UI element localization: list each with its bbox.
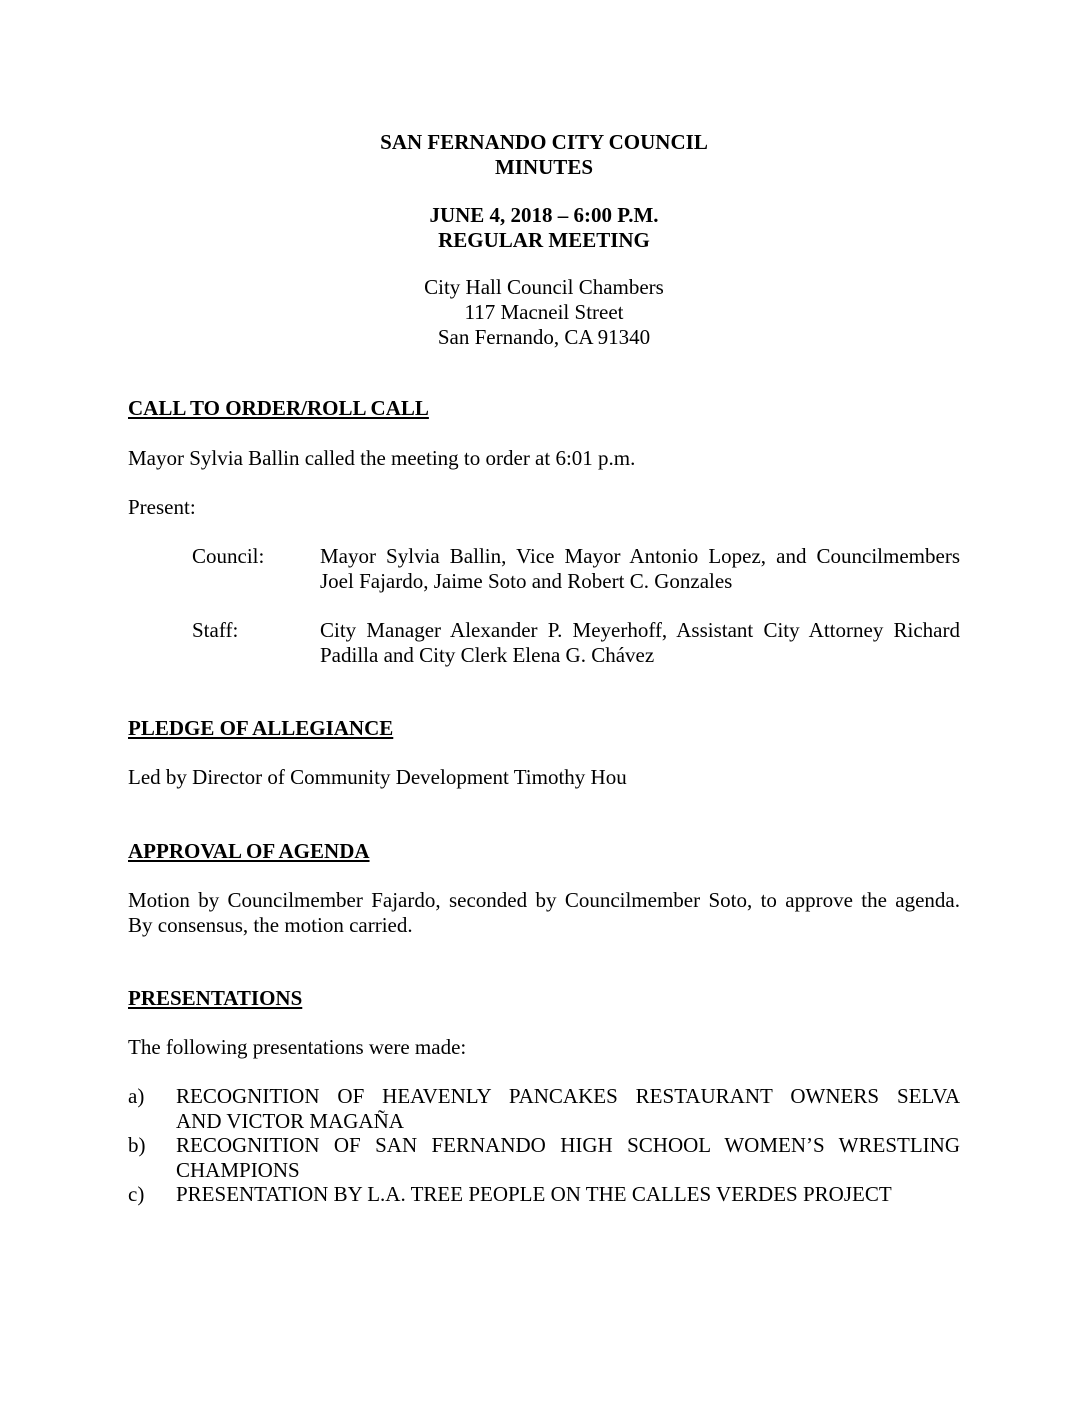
presentations-intro-line: The following presentations were made: (128, 1035, 467, 1059)
list-item-line: RECOGNITION OF SAN FERNANDO HIGH SCHOOL WOMEN’S WRESTLING (176, 1133, 960, 1157)
location-city: San Fernando, CA 91340 (437, 325, 651, 349)
agenda-heading: APPROVAL OF AGENDA (128, 839, 370, 863)
presentations-intro (128, 1035, 960, 1060)
staff-members-line: City Manager Alexander P. Meyerhoff, Assistant City Attorney Richard (320, 618, 960, 642)
list-marker: c) (128, 1182, 145, 1206)
list-item-line: CHAMPIONS (176, 1158, 300, 1182)
call-to-order-heading: CALL TO ORDER/ROLL CALL (128, 396, 429, 420)
list-item-text (176, 1133, 960, 1183)
staff-label: Staff: (192, 618, 239, 642)
list-marker: b) (128, 1133, 146, 1157)
pledge-heading: PLEDGE OF ALLEGIANCE (128, 716, 394, 740)
council-name: SAN FERNANDO CITY COUNCIL (380, 130, 708, 154)
council-members-line: Mayor Sylvia Ballin, Vice Mayor Antonio Lopez, and Councilmembers (320, 544, 960, 568)
list-marker: a) (128, 1084, 145, 1108)
agenda-line: By consensus, the motion carried. (128, 913, 413, 937)
call-to-order-line: Mayor Sylvia Ballin called the meeting to order at 6:01 p.m. (128, 446, 636, 470)
call-to-order-text (128, 446, 960, 471)
list-item-line: PRESENTATION BY L.A. TREE PEOPLE ON THE CALLES VERDES PROJECT (176, 1182, 892, 1206)
agenda-line: Motion by Councilmember Fajardo, seconded by Councilmember Soto, to approve the agenda. (128, 888, 960, 912)
list-item-line: AND VICTOR MAGAÑA (176, 1109, 404, 1133)
location-venue: City Hall Council Chambers (424, 275, 664, 299)
meeting-type: REGULAR MEETING (438, 228, 650, 252)
meeting-date: JUNE 4, 2018 – 6:00 P.M. (429, 203, 659, 227)
council-members (320, 544, 960, 594)
meeting-location (128, 275, 960, 350)
council-members-line: Joel Fajardo, Jaime Soto and Robert C. Gonzales (320, 569, 733, 593)
minutes-label: MINUTES (494, 155, 594, 179)
list-item-text (176, 1182, 960, 1207)
staff-members-line: Padilla and City Clerk Elena G. Chávez (320, 643, 655, 667)
pledge-line: Led by Director of Community Development Timothy Hou (128, 765, 627, 789)
council-label: Council: (192, 544, 265, 568)
presentations-heading: PRESENTATIONS (128, 986, 303, 1010)
list-item-line: RECOGNITION OF HEAVENLY PANCAKES RESTAURANT OWNERS SELVA (176, 1084, 960, 1108)
meeting-header (128, 203, 960, 253)
pledge-text (128, 765, 960, 790)
list-item-text (176, 1084, 960, 1134)
present-label-text: Present: (128, 495, 196, 519)
staff-members (320, 618, 960, 668)
agenda-text (128, 888, 960, 938)
location-street: 117 Macneil Street (464, 300, 624, 324)
present-label (128, 495, 960, 520)
document-title (128, 130, 960, 180)
